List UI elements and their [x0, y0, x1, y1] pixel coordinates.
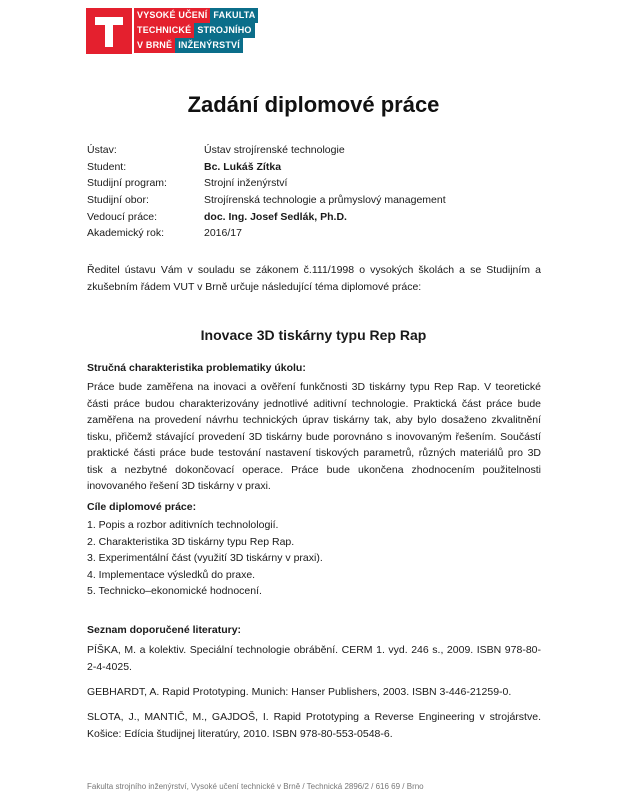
goals-list: [87, 519, 323, 602]
info-value: Ústav strojírenské technologie: [204, 144, 345, 156]
info-label: Ústav:: [87, 144, 117, 156]
info-row-field: [87, 194, 446, 211]
info-value: Bc. Lukáš Zítka: [204, 160, 282, 173]
characteristics-heading: Stručná charakteristika problematiky úkolu:: [87, 362, 306, 374]
logo-faculty-line-2: STROJNÍHO: [194, 23, 254, 38]
info-value: doc. Ing. Josef Sedlák, Ph.D.: [204, 210, 347, 223]
logo-university-line-1: VYSOKÉ UČENÍ: [134, 8, 210, 23]
logo-university-line-2: TECHNICKÉ: [134, 23, 194, 38]
info-label: Vedoucí práce:: [87, 210, 158, 223]
list-item: 3. Experimentální část (využití 3D tiskárny v praxi).: [87, 552, 323, 564]
logo-text: [134, 8, 258, 53]
list-item: 5. Technicko–ekonomické hodnocení.: [87, 585, 262, 597]
info-row-program: [87, 177, 446, 194]
intro-paragraph: Ředitel ústavu Vám v souladu se zákonem č.111/1998 o vysokých školách a se Studijním a zkušebním řádem VUT v Brně určuje následující téma diplomové práce:: [87, 264, 541, 293]
logo-faculty-line-1: FAKULTA: [210, 8, 258, 23]
university-logo: [86, 8, 258, 54]
logo-faculty-line-3: INŽENÝRSTVÍ: [175, 38, 243, 53]
literature-item: SLOTA, J., MANTIČ, M., GAJDOŠ, I. Rapid Prototyping a Reverse Engineering v strojárstve. Košice: Edícia študijnej literatúry, 2010. ISBN 978-80-553-0548-6.: [87, 711, 541, 740]
vut-logo-icon: [86, 8, 132, 54]
info-label: Akademický rok:: [87, 227, 165, 240]
literature-item: GEBHARDT, A. Rapid Prototyping. Munich: Hanser Publishers, 2003. ISBN 3-446-21259-0.: [87, 686, 512, 698]
info-row-supervisor: [87, 211, 446, 228]
info-label: Student:: [87, 160, 127, 173]
info-value: Strojírenská technologie a průmyslový management: [204, 194, 446, 207]
literature-heading: Seznam doporučené literatury:: [87, 624, 242, 636]
page-title: Zadání diplomové práce: [187, 92, 440, 117]
info-row-department: [87, 144, 446, 161]
characteristics-paragraph: Práce bude zaměřena na inovaci a ověření funkčnosti 3D tiskárny typu Rep Rap. V teoretické části práce budou charakterizovány jednotlivé aditivní technologie. Praktická část práce bude zaměřena na provedení návrhu technických úprav tiskárny tak, aby bylo dosaženo zkvalitnění tisku, přičemž stávající provedení 3D tiskárny bude porovnáno s inovovaným řešením. Součástí praktické části práce bude testování nastavení tiskových parametrů, různých materiálů pro 3D tisk a nezbytné dokončovací operace. Práce bude ukončena zhodnocením použitelnosti inovovaného řešení 3D tiskárny v praxi.: [87, 381, 541, 492]
info-label: Studijní obor:: [87, 194, 149, 207]
logo-university-line-3: V BRNĚ: [134, 38, 175, 53]
thesis-topic: Inovace 3D tiskárny typu Rep Rap: [200, 327, 427, 343]
goals-heading: Cíle diplomové práce:: [87, 501, 197, 513]
page-footer: Fakulta strojního inženýrství, Vysoké učení technické v Brně / Technická 2896/2 / 616 69 / Brno: [87, 782, 424, 791]
list-item: 1. Popis a rozbor aditivních technolologií.: [87, 519, 279, 531]
info-value: Strojní inženýrství: [204, 177, 288, 190]
info-row-student: [87, 161, 446, 178]
info-value: 2016/17: [204, 227, 242, 240]
list-item: 2. Charakteristika 3D tiskárny typu Rep Rap.: [87, 535, 295, 548]
info-row-academic-year: [87, 227, 446, 244]
literature-item: PÍŠKA, M. a kolektiv. Speciální technologie obrábění. CERM 1. vyd. 246 s., 2009. ISBN 978-80-2-4-4025.: [87, 644, 541, 673]
info-label: Studijní program:: [87, 177, 167, 190]
thesis-info-table: [87, 144, 446, 244]
list-item: 4. Implementace výsledků do praxe.: [87, 568, 256, 581]
